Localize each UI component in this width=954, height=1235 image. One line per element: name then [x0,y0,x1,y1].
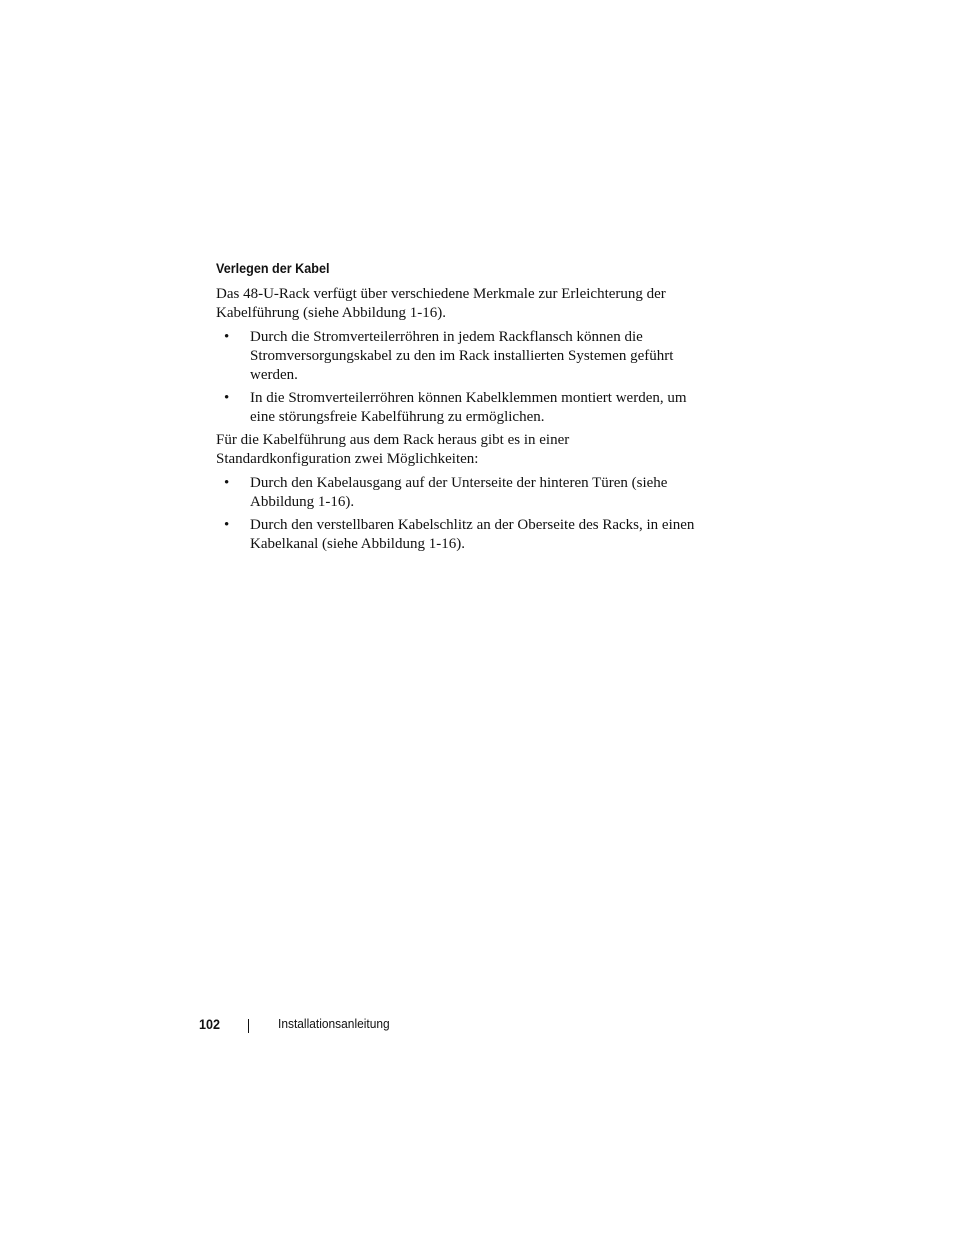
bullet-icon: • [224,390,230,406]
list-item-text: In die Stromverteilerröhren können Kabelklemmen montiert werden, um eine störungsfreie Kabelführung zu ermöglichen. [250,390,687,425]
list-item-text: Durch den verstellbaren Kabelschlitz an der Oberseite des Racks, in einen Kabelkanal (siehe Abbildung 1-16). [250,517,695,552]
page-number: 102 [199,1016,221,1032]
bullet-icon: • [224,517,230,533]
intro-paragraph: Das 48-U-Rack verfügt über verschiedene Merkmale zur Erleichterung der Kabelführung (siehe Abbildung 1-16). [216,286,666,321]
list-item-text: Durch die Stromverteilerröhren in jedem Rackflansch können die Stromversorgungskabel zu den im Rack installierten Systemen geführt werden. [250,329,674,383]
footer-divider [248,1019,249,1033]
section-heading: Verlegen der Kabel [216,260,330,276]
bullet-list-features [216,328,706,427]
bullet-icon: • [224,475,230,491]
bullet-icon: • [224,329,230,345]
main-content [216,258,706,558]
list-item [216,516,706,554]
options-paragraph: Für die Kabelführung aus dem Rack heraus gibt es in einer Standardkonfiguration zwei Möglichkeiten: [216,432,570,467]
list-item-text: Durch den Kabelausgang auf der Unterseite der hinteren Türen (siehe Abbildung 1-16). [250,475,668,510]
bullet-list-options [216,474,706,554]
list-item [216,389,706,427]
list-item [216,474,706,512]
list-item [216,328,706,385]
document-title: Installationsanleitung [278,1016,390,1031]
